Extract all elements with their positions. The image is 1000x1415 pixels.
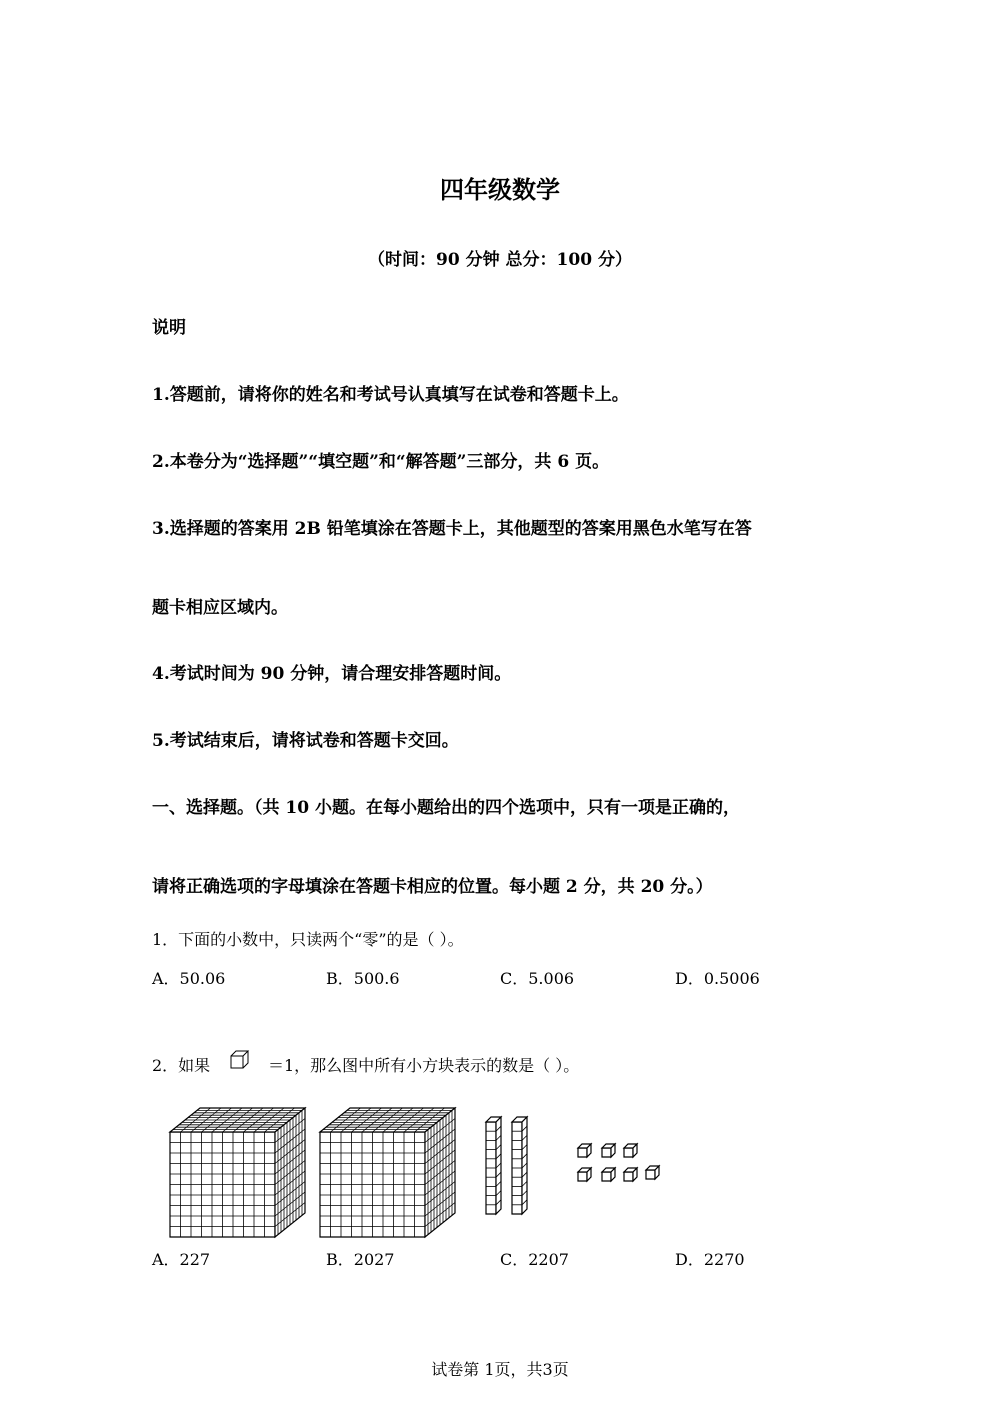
exam-info: （时间：90 分钟 总分：100 分） [368,250,632,270]
instruction-item: 2.本卷分为“选择题”“填空题”和“解答题”三部分，共 6 页。 [152,452,610,472]
instruction-item: 3.选择题的答案用 2B 铅笔填涂在答题卡上，其他题型的答案用黑色水笔写在答 [152,519,752,539]
thousand-cube [320,1108,455,1237]
instruction-item: 1.答题前，请将你的姓名和考试号认真填写在试卷和答题卡上。 [152,385,629,405]
unit-cube-icon [230,1050,250,1070]
ten-rod [486,1117,501,1214]
page-footer: 试卷第 1页，共3页 [431,1360,569,1379]
instruction-item: 4.考试时间为 90 分钟，请合理安排答题时间。 [152,664,512,684]
instruction-item: 题卡相应区域内。 [152,598,288,618]
q2-option-a[interactable]: A．227 [152,1250,211,1269]
q2-option-b[interactable]: B．2027 [326,1250,395,1269]
q1-option-c[interactable]: C．5.006 [500,969,575,988]
q2-option-d[interactable]: D．2270 [675,1250,745,1269]
instruction-item: 5.考试结束后，请将试卷和答题卡交回。 [152,731,459,751]
q1-option-a[interactable]: A．50.06 [152,969,226,988]
question-1-stem: 1．下面的小数中，只读两个“零”的是（ ）。 [152,930,464,949]
question-2-stem-prefix: 2．如果 [152,1056,211,1075]
q1-option-d[interactable]: D．0.5006 [675,969,760,988]
section-heading-cont: 请将正确选项的字母填涂在答题卡相应的位置。每小题 2 分，共 20 分。） [152,877,713,897]
thousand-cube [170,1108,305,1237]
unit-cubes-group [578,1144,659,1181]
q2-option-c[interactable]: C．2207 [500,1250,569,1269]
ten-rod [512,1117,527,1214]
base-ten-figure [160,1100,680,1225]
section-heading: 一、选择题。（共 10 小题。在每小题给出的四个选项中，只有一项是正确的， [152,798,740,818]
q1-option-b[interactable]: B．500.6 [326,969,400,988]
page-title: 四年级数学 [440,176,560,204]
instructions-heading: 说明 [152,318,186,338]
question-2-stem: ＝1，那么图中所有小方块表示的数是（ ）。 [268,1056,580,1075]
